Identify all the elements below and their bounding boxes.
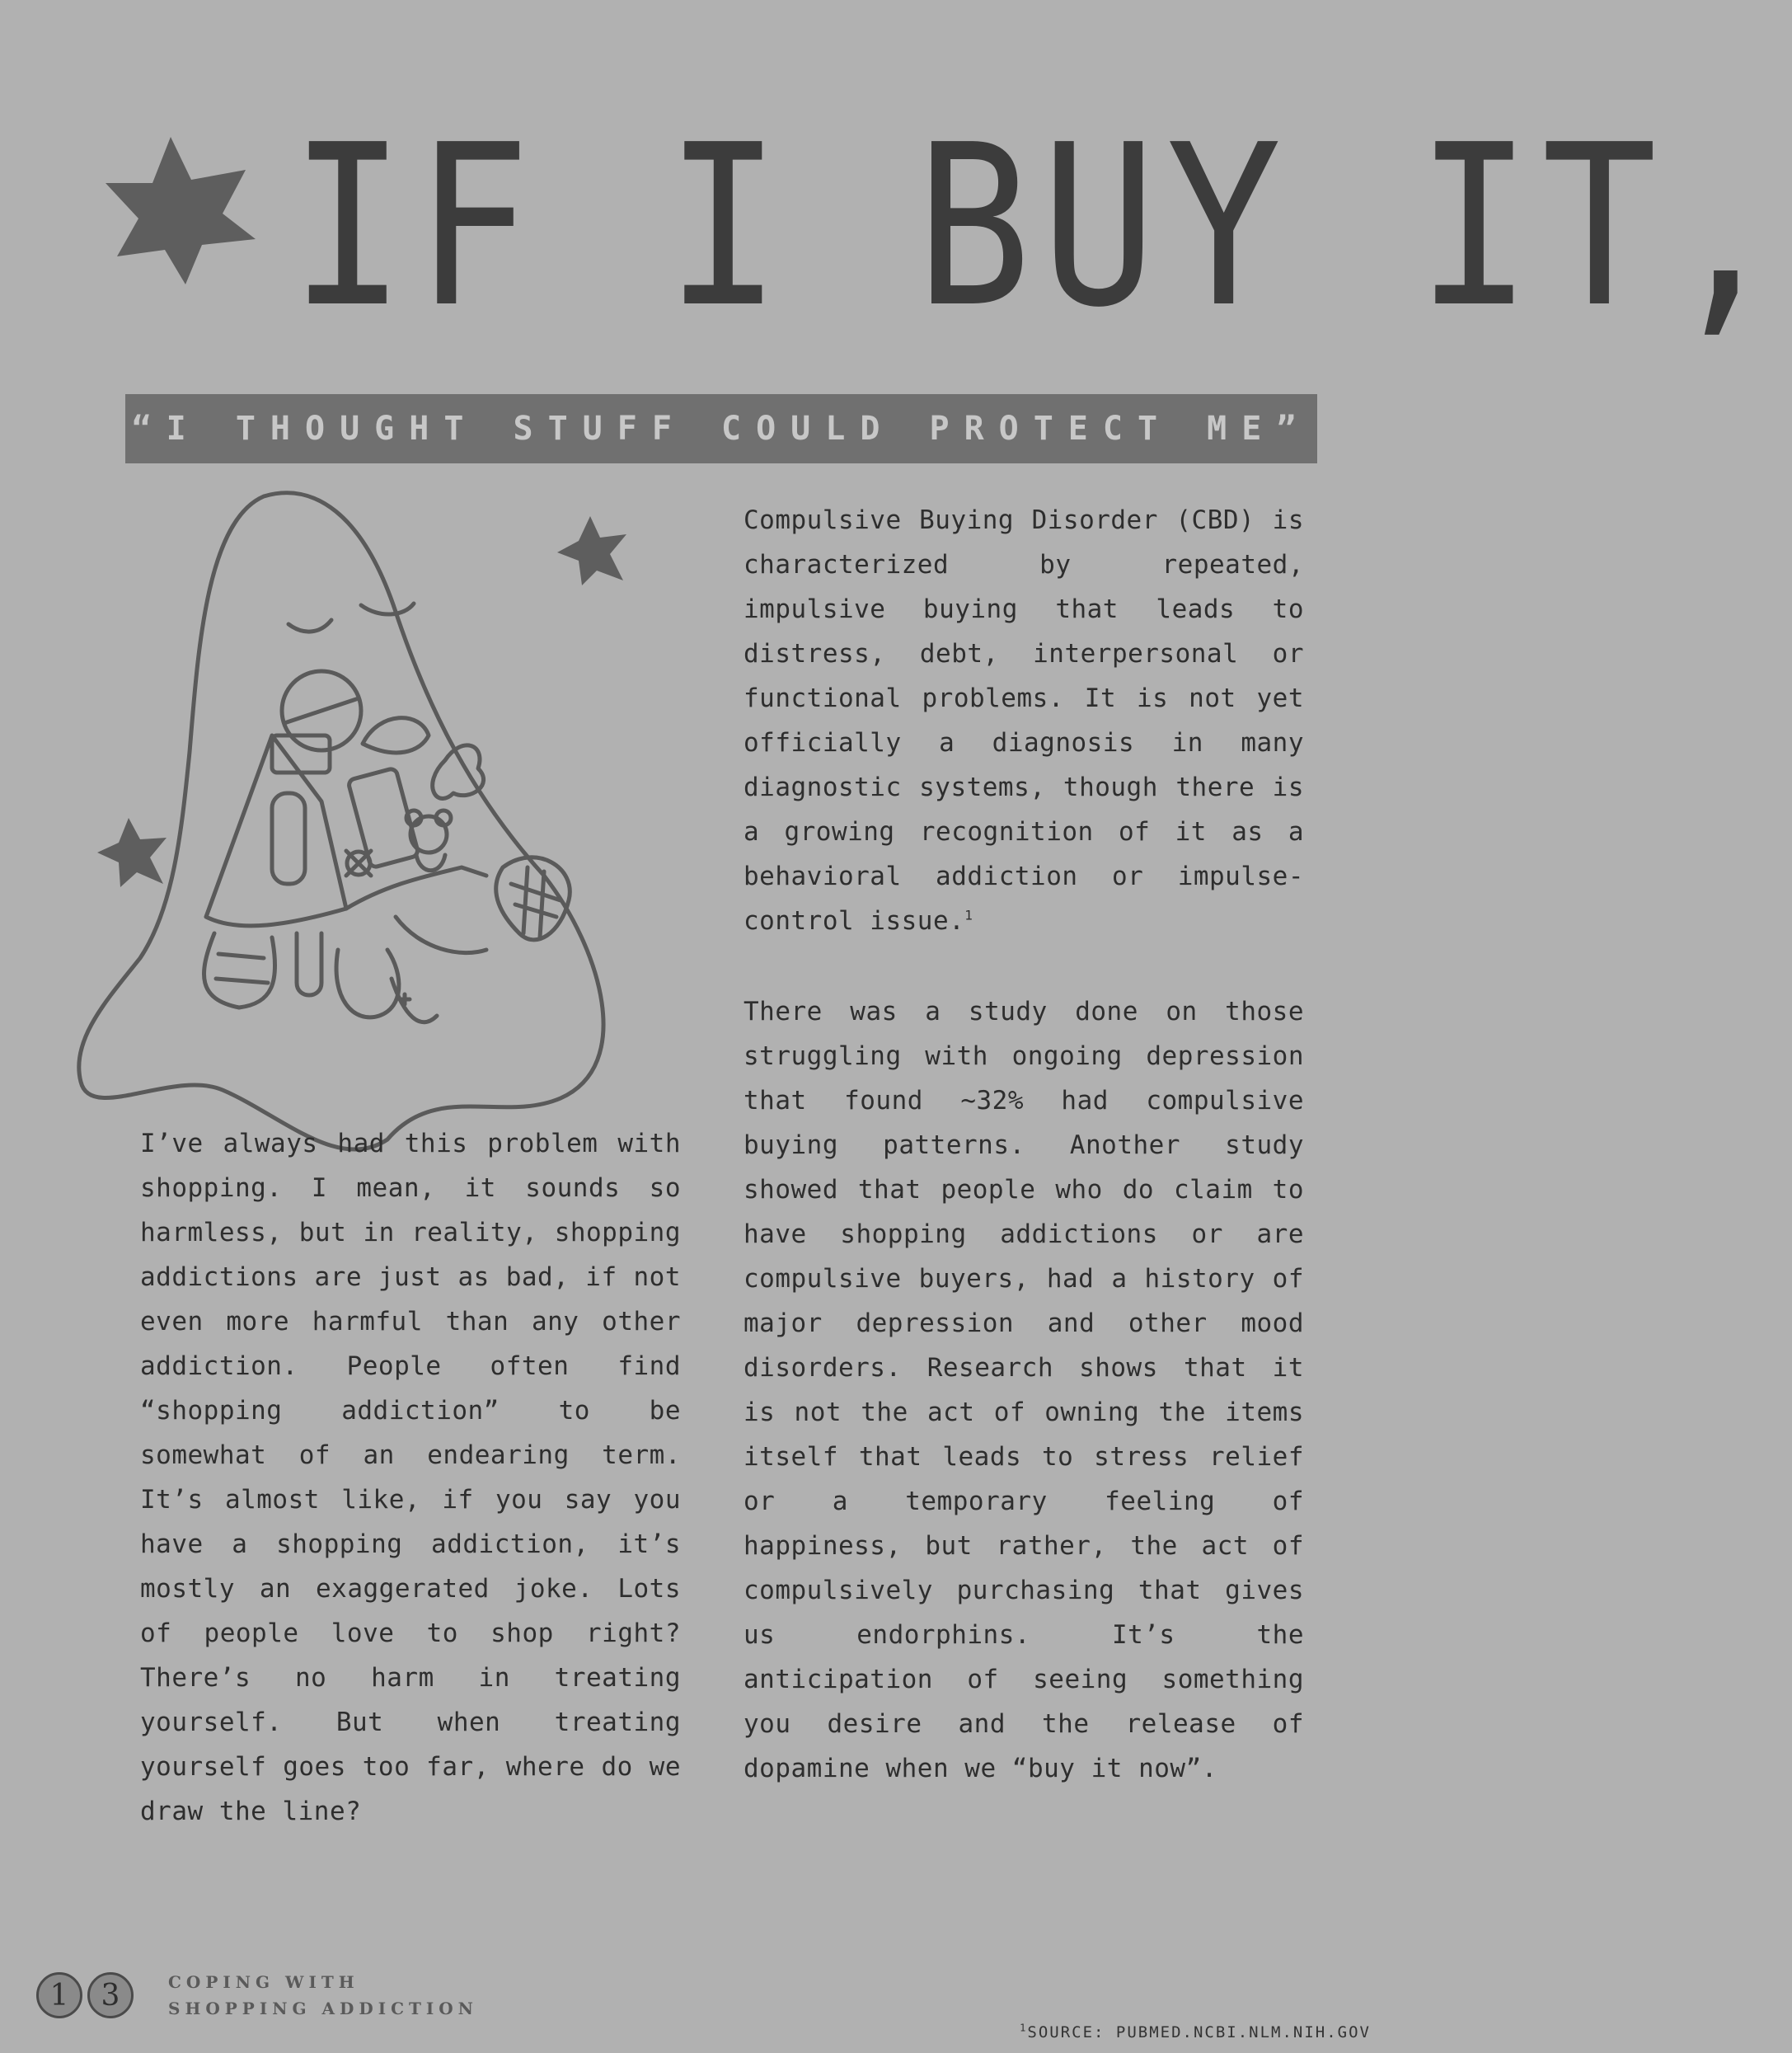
subtitle-banner (125, 394, 1317, 463)
cbd-definition-paragraph: Compulsive Buying Disorder (CBD) is characterized by repeated, impulsive buying that leads to distress, debt, interpersonal or functional problems. It is not yet officially a diagnosis in many diagnostic systems, though there is a growing recognition of it as a behavioral addiction or impulse-control issue.$^1$ (744, 505, 1304, 936)
small-star-icon (94, 815, 170, 890)
source-footnote: $^1$SOURCE: PUBMED.NCBI.NLM.NIH.GOV (1020, 2022, 1371, 2041)
page-number-digit: 1 (36, 1972, 82, 2018)
page-number-digit: 3 (87, 1972, 134, 2018)
page-title: IF I BUY IT, (290, 96, 1792, 356)
subtitle-text: “I THOUGHT STUFF COULD PROTECT ME” (131, 410, 1311, 448)
section-label: COPING WITH SHOPPING ADDICTION (168, 1972, 478, 2018)
research-paragraph: There was a study done on those struggling with ongoing depression that found ~32% had compulsive buying patterns. Another study showed that people who do claim to have shopping addictions or are compulsive buyers, had a history of major depression and other mood disorders. Research shows that it is not the act of owning the items itself that leads to stress relief or a temporary feeling of happiness, but rather, the act of compulsively purchasing that gives us endorphins. It’s the anticipation of seeing something you desire and the release of dopamine when we “buy it now”. (744, 997, 1304, 1783)
big-star-icon (101, 132, 257, 289)
intro-paragraph: I’ve always had this problem with shopping. I mean, it sounds so harmless, but in reality, shopping addictions are just as bad, if not even more harmful than any other addiction. People often find “shopping addiction” to be somewhat of an endearing term. It’s almost like, if you say you have a shopping addiction, it’s mostly an exaggerated joke. Lots of people love to shop right? There’s no harm in treating yourself. But when treating yourself goes too far, where do we draw the line? (140, 1129, 681, 1826)
ghost-illustration (74, 488, 734, 1148)
footnote-marker: 1 (964, 907, 973, 923)
small-star-icon (554, 513, 630, 589)
page-footer (36, 1969, 478, 2022)
